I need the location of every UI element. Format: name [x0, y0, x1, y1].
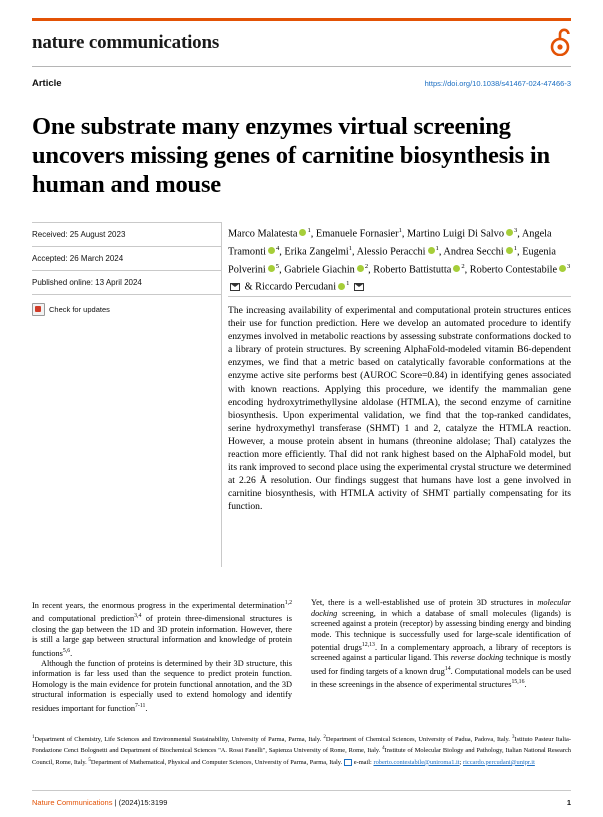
affiliations-block: [32, 733, 571, 767]
orcid-icon[interactable]: [357, 265, 364, 272]
published-date: Published online: 13 April 2024: [32, 271, 222, 295]
footer-journal: [32, 798, 167, 807]
body-columns: [32, 598, 571, 714]
journal-title: nature communications: [32, 32, 220, 53]
orcid-icon[interactable]: [506, 247, 513, 254]
abstract-divider: [228, 296, 571, 297]
envelope-icon[interactable]: [354, 283, 364, 291]
paragraph: Although the function of proteins is determined by their 3D structure, this information is far less used than the sequence to predict protein function. Homology is the main evidence for protein functional annotation, and the 3D structural information is especially used to extend homology and identify residues important for function$^{7-11}$.: [32, 658, 292, 713]
orcid-icon[interactable]: [268, 247, 275, 254]
orcid-icon[interactable]: [268, 265, 275, 272]
journal-masthead: [32, 26, 571, 60]
top-orange-rule: [32, 18, 571, 21]
orcid-icon[interactable]: [338, 283, 345, 290]
orcid-icon[interactable]: [506, 229, 513, 236]
received-date: Received: 25 August 2023: [32, 222, 222, 247]
footer-journal-name: Nature Communications: [32, 798, 113, 807]
paragraph: Yet, there is a well-established use of protein 3D structures in molecular docking screening, in which a database of small molecules (ligands) is screened against a protein (receptor) by assessing binding energy and binding mode. This technique is successfully used for large-scale identification of potential drugs$^{12,13}$. In a complementary approach, a library of receptors is screened against a particular ligand. This reverse docking technique is mostly used for finding targets of a known drug$^{14}$. Computational models can be used in these screenings in the absence of experimental structures$^{15,16}$.: [311, 598, 571, 689]
body-left-column: [32, 598, 292, 714]
page-number: 1: [566, 798, 571, 807]
envelope-icon[interactable]: [230, 283, 240, 291]
author-list: Marco Malatesta $^1$, Emanuele Fornasier$^1$, Martino Luigi Di Salvo $^3$, Angela Tramonti $^4$, Erika Zangelmi$^1$, Alessio Peracchi $^1$, Andrea Secchi $^1$, Eugenia Polverini $^5$, Gabriele Giachin $^2$, Roberto Battistutta $^2$, Roberto Contestabile $^3$ & Riccardo Percudani $^1$: [228, 227, 571, 293]
footer-divider: [32, 790, 571, 791]
body-right-column: [311, 598, 571, 714]
accepted-date: Accepted: 26 March 2024: [32, 247, 222, 271]
email-link-contestabile[interactable]: roberto.contestabile@uniroma1.it: [373, 758, 460, 766]
affiliations-text: $^1$Department of Chemistry, Life Sciences and Environmental Sustainability, University of Parma, Parma, Italy. $^2$Department of Chemical Sciences, University of Padua, Padova, Italy. $^3$Istituto Pasteur Italia-Fondazione Cenci Bolognetti and Department of Biochemical Sciences "A. Rossi Fanelli", Sapienza University of Rome, Rome, Italy. $^4$Institute of Molecular Biology and Pathology, Italian National Research Council, Rome, Italy. $^5$Department of Mathematical, Physical and Computer Sciences, University of Parma, Parma, Italy.: [32, 735, 571, 766]
publication-dates: [32, 222, 222, 316]
email-link-percudani[interactable]: riccardo.percudani@unipr.it: [462, 758, 535, 766]
check-for-updates-button[interactable]: [32, 303, 222, 316]
check-for-updates-label: Check for updates: [49, 305, 110, 314]
orcid-icon[interactable]: [428, 247, 435, 254]
page-footer: [32, 798, 571, 807]
article-type-label: Article: [32, 78, 62, 89]
crossmark-icon: [32, 303, 45, 316]
envelope-icon: [344, 759, 352, 766]
footer-citation: | (2024)15:3199: [114, 798, 168, 807]
orcid-icon[interactable]: [453, 265, 460, 272]
abstract-text: The increasing availability of experimental and computational protein structures entices their use for function prediction. Here we develop an automated procedure to identify enzymes involved in metabolic reactions by assessing substrate conformations docked to a library of protein structures. By screening AlphaFold-modeled vitamin B6-dependent enzymes, we find that a metric based on catalytically favorable conformations at the enzyme active site performs best (AUROC Score=0.84) in identifying genes associated with known reactions. Applying this procedure, we identify the mammalian gene encoding hydroxytrimethyllysine aldolase (HTMLA), the second enzyme of carnitine biosynthesis. Upon experimental validation, we find that the top-ranked candidates, serine hydroxymethyl transferase (SHMT) 1 and 2, catalyze the HTMLA reaction. However, a mouse protein absent in humans (threonine aldolase; ThaI) catalyzes the reaction more efficiently. ThaI did not rank highest based on the AlphaFold model, but its rank improved to second place using the experimental crystal structure we determined at 2.26 Å resolution. Our findings suggest that humans have lost a gene involved in carnitine biosynthesis, with HTMLA activity of SHMT partially compensating for its function.: [228, 305, 571, 513]
orcid-icon[interactable]: [559, 265, 566, 272]
email-separator: ;: [459, 758, 462, 766]
email-label: e-mail:: [353, 758, 372, 766]
page-title: One substrate many enzymes virtual screening uncovers missing genes of carnitine biosynthesis in human and mouse: [32, 113, 550, 199]
doi-link[interactable]: https://doi.org/10.1038/s41467-024-47466-3: [424, 79, 571, 88]
open-access-lock-icon: [549, 28, 571, 56]
orcid-icon[interactable]: [299, 229, 306, 236]
paragraph: In recent years, the enormous progress in the experimental determination$^{1,2}$ and computational prediction$^{3,4}$ of protein three-dimensional structures is closing the gap between the 1D and 3D protein information. However, there is still a large gap between structural information and knowledge of protein functions$^{5,6}$.: [32, 600, 292, 658]
header-divider: [32, 66, 571, 67]
